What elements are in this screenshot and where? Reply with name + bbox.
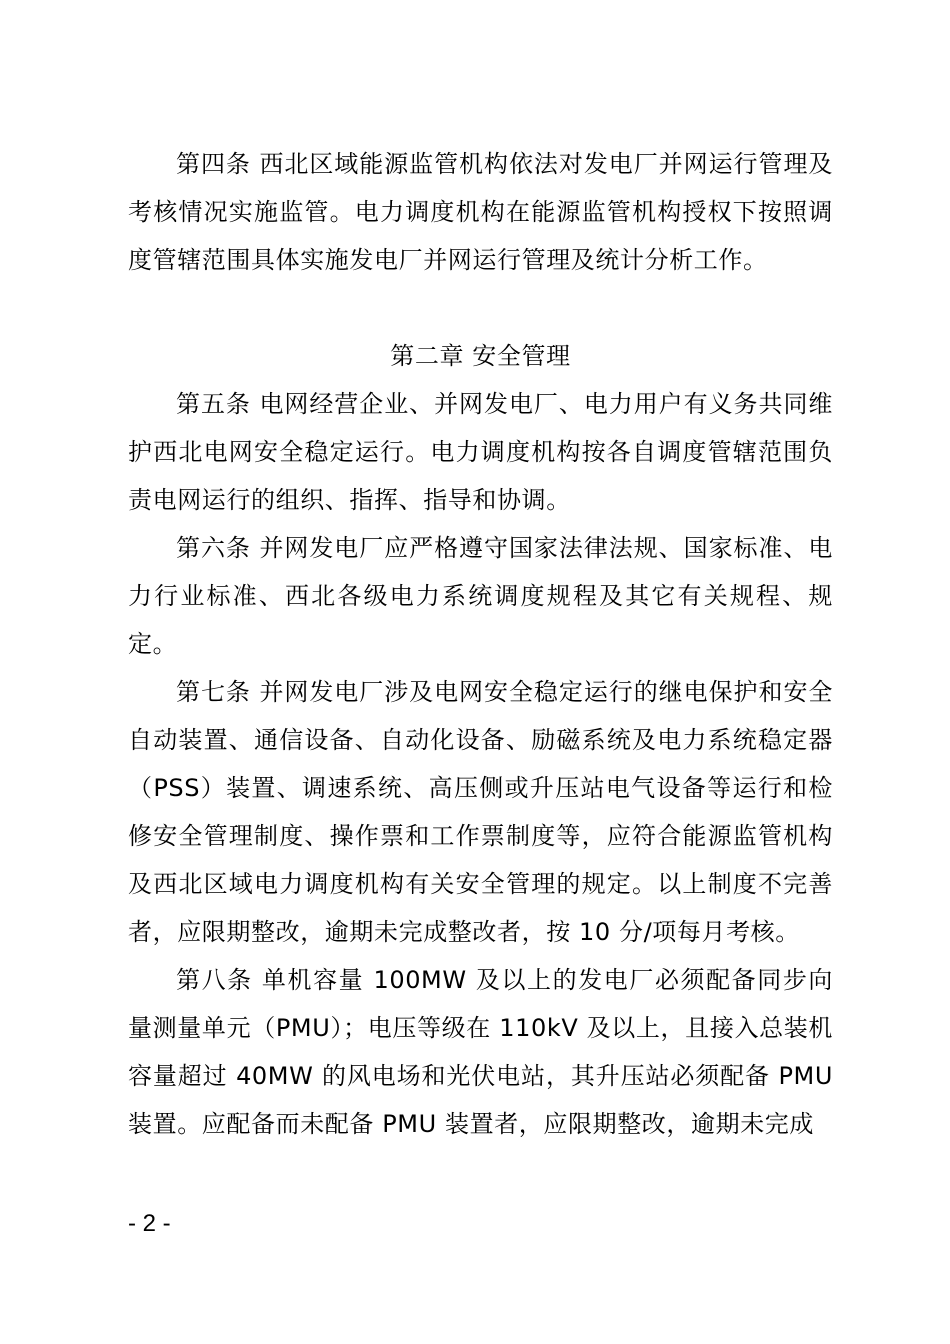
document-page [128, 140, 833, 1148]
article-6-paragraph: 第六条 并网发电厂应严格遵守国家法律法规、国家标准、电力行业标准、西北各级电力系统调度规程及其它有关规程、规定。 [128, 534, 833, 658]
section-spacer [128, 284, 833, 332]
article-7-paragraph: 第七条 并网发电厂涉及电网安全稳定运行的继电保护和安全自动装置、通信设备、自动化设备、励磁系统及电力系统稳定器（PSS）装置、调速系统、高压侧或升压站电气设备等运行和检修安全管理制度、操作票和工作票制度等，应符合能源监管机构及西北区域电力调度机构有关安全管理的规定。以上制度不完善者，应限期整改，逾期未完成整改者，按 10 分/项每月考核。 [128, 678, 833, 946]
page-number: - 2 - [128, 1210, 171, 1237]
article-8-paragraph: 第八条 单机容量 100MW 及以上的发电厂必须配备同步向量测量单元（PMU）；电压等级在 110kV 及以上，且接入总装机容量超过 40MW 的风电场和光伏电站，其升压站必须配备 PMU 装置。应配备而未配备 PMU 装置者，应限期整改，逾期未完成 [128, 966, 833, 1138]
article-5-paragraph: 第五条 电网经营企业、并网发电厂、电力用户有义务共同维护西北电网安全稳定运行。电力调度机构按各自调度管辖范围负责电网运行的组织、指挥、指导和协调。 [128, 390, 833, 514]
chapter-title: 第二章 安全管理 [390, 342, 571, 370]
article-4-paragraph: 第四条 西北区域能源监管机构依法对发电厂并网运行管理及考核情况实施监管。电力调度机构在能源监管机构授权下按照调度管辖范围具体实施发电厂并网运行管理及统计分析工作。 [128, 150, 833, 274]
